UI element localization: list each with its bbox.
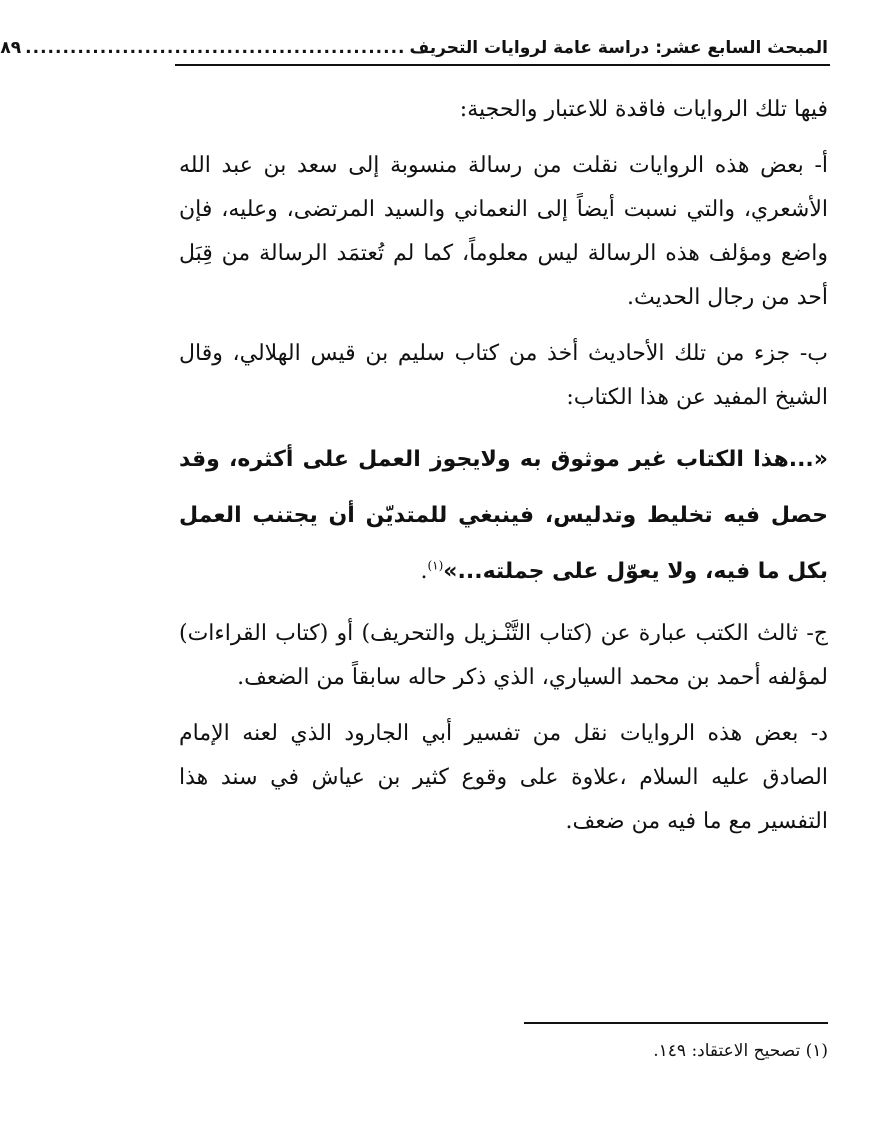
item-c-paragraph: ج- ثالث الكتب عبارة عن (كتاب التَّنْـزيل والتحريف) أو (كتاب القراءات) لمؤلفه أحمد بن محمد السياري، الذي ذكر حاله سابقاً من الضعف. <box>179 621 828 690</box>
header-title: المبحث السابع عشر: دراسة عامة لروايات التحريف <box>409 38 828 58</box>
quote-end: . <box>420 559 428 584</box>
intro-paragraph: فيها تلك الروايات فاقدة للاعتبار والحجية: <box>459 97 828 122</box>
item-d-paragraph: د- بعض هذه الروايات نقل من تفسير أبي الجارود الذي لعنه الإمام الصادق عليه السلام ،علاوة على وقوع كثير بن عياش في سند هذا التفسير مع ما فيه من ضعف. <box>179 721 828 834</box>
item-b-paragraph: ب- جزء من تلك الأحاديث أخذ من كتاب سليم بن قيس الهلالي، وقال الشيخ المفيد عن هذا الكتاب: <box>179 341 828 410</box>
item-a-paragraph: أ- بعض هذه الروايات نقلت من رسالة منسوبة إلى سعد بن عبد الله الأشعري، والتي نسبت أيضاً إلى النعماني والسيد المرتضى، وعليه، فإن واضع ومؤلف هذه الرسالة ليس معلوماً، كما لم تُعتمَد الرسالة من قِبَل أحد من رجال الحديث. <box>179 153 828 310</box>
main-text <box>179 88 828 844</box>
running-header <box>0 30 828 62</box>
page-number: ٨٩ <box>0 38 22 58</box>
footnote-rule <box>524 1022 828 1024</box>
header-leader-dots: ................................................... <box>25 38 406 58</box>
footnote-reference: (١) <box>427 558 444 573</box>
quote-paragraph <box>179 432 828 600</box>
quote-text: «...هذا الكتاب غير موثوق به ولايجوز العمل على أكثره، وقد حصل فيه تخليط وتدليس، فينبغي للمتديّن أن يجتنب العمل بكل ما فيه، ولا يعوّل على جملته...» <box>179 447 828 584</box>
header-rule <box>175 64 830 66</box>
footnote: (١) تصحيح الاعتقاد: ١٤٩. <box>653 1041 828 1061</box>
